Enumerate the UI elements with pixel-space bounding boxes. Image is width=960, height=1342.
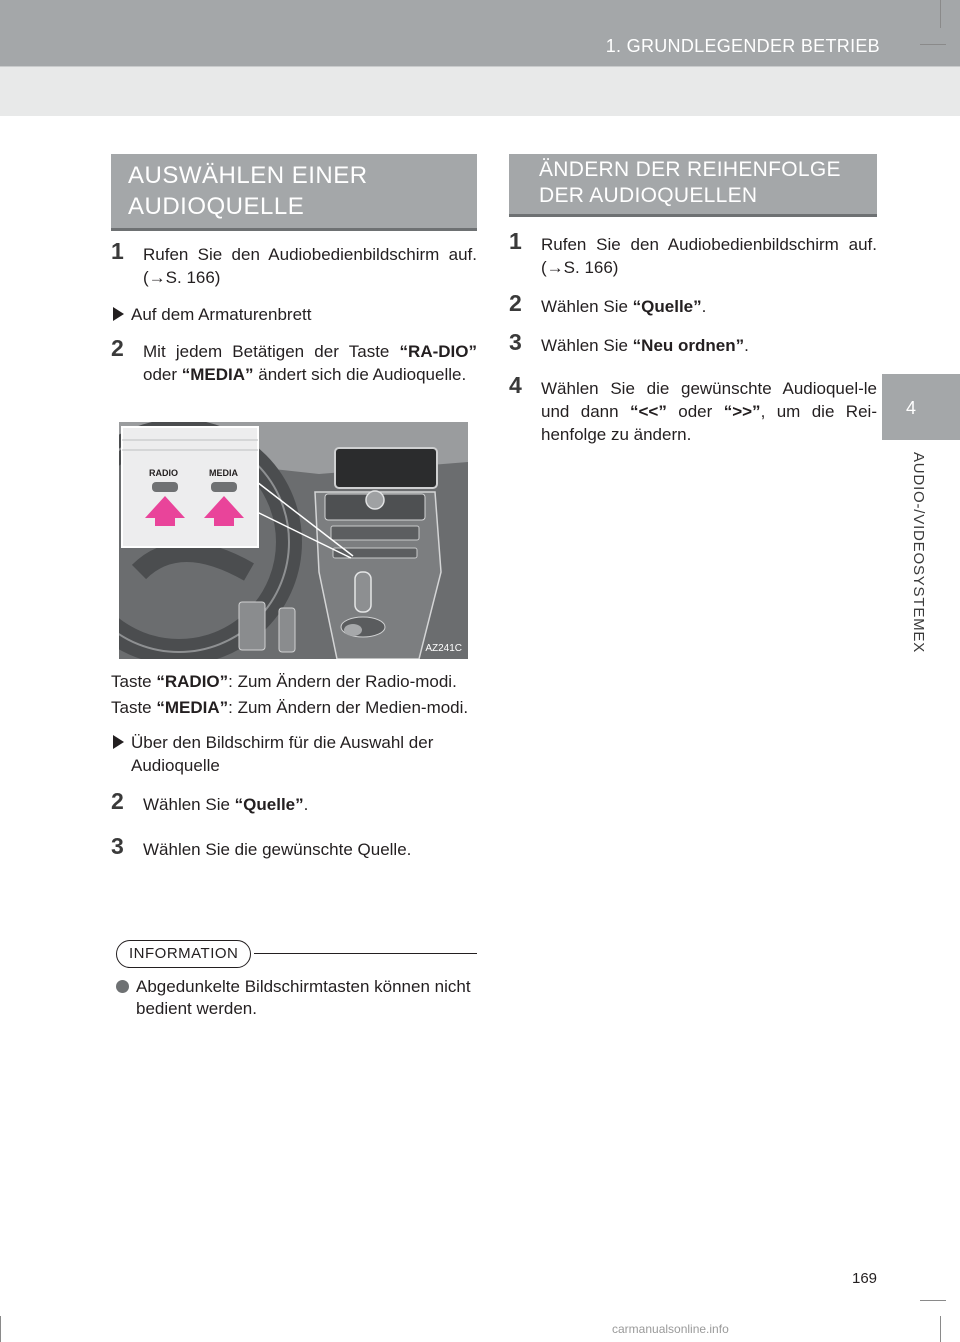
heading-line: DER AUDIOQUELLEN — [539, 184, 758, 207]
sub-heading-screen — [111, 731, 477, 777]
step-4 — [509, 372, 877, 446]
step-number: 1 — [111, 238, 124, 264]
text-run: Wählen Sie die gewünschte Audioquel-le und dann — [541, 379, 877, 421]
text-run: Taste — [111, 698, 157, 717]
information-item — [116, 976, 476, 1020]
key-label: “>>” — [723, 402, 761, 421]
step-text — [143, 340, 477, 386]
key-label: “Neu ordnen” — [632, 336, 745, 355]
crop-mark — [920, 1300, 946, 1301]
sub-heading-text: Auf dem Armaturenbrett — [131, 305, 312, 324]
chapter-side-label: AUDIO-/VIDEOSYSTEMEX — [910, 452, 927, 654]
label-radio: RADIO — [149, 468, 178, 478]
right-column — [509, 228, 877, 446]
bullet-dot-icon — [116, 980, 129, 993]
key-label: “RA-DIO” — [399, 342, 477, 361]
left-column-top — [111, 238, 477, 386]
step-2-screen — [111, 788, 477, 816]
dashboard-illustration — [119, 422, 468, 659]
step-text: Wählen Sie die gewünschte Quelle. — [143, 840, 412, 859]
crop-mark — [920, 44, 946, 45]
step-3 — [509, 329, 877, 357]
step-number: 2 — [111, 788, 124, 814]
step-number: 1 — [509, 228, 522, 254]
label-media: MEDIA — [209, 468, 238, 478]
text-run: , um die Rei-henfolge zu ändern. — [541, 402, 877, 444]
sub-heading-text: Über den Bildschirm für die Auswahl der Audioquelle — [131, 733, 434, 775]
information-rule — [254, 953, 477, 954]
chapter-number: 4 — [905, 398, 916, 418]
key-label: “Quelle” — [632, 297, 702, 316]
step-number: 3 — [111, 833, 124, 859]
section-heading-reorder-sources — [509, 154, 877, 214]
left-column-bottom — [111, 670, 477, 861]
text-run: Mit jedem Betätigen der Taste — [143, 342, 400, 361]
key-label: “MEDIA” — [181, 365, 254, 384]
text-run: Wählen Sie — [143, 795, 235, 814]
text-run: : Zum Ändern der Medien-modi. — [228, 698, 469, 717]
crop-mark — [0, 1316, 1, 1342]
step-number: 3 — [509, 329, 522, 355]
text-run: oder — [666, 402, 724, 421]
step-2 — [509, 290, 877, 318]
information-text: Abgedunkelte Bildschirmtasten können nicht bedient werden. — [136, 977, 471, 1018]
step-text — [541, 334, 877, 357]
step-text — [541, 377, 877, 446]
step-number: 2 — [111, 335, 124, 361]
key-label: “MEDIA” — [156, 698, 229, 717]
text-run: Taste — [111, 672, 157, 691]
step-number: 2 — [509, 290, 522, 316]
dashboard-drawing — [119, 422, 468, 659]
chapter-title: 1. GRUNDLEGENDER BETRIEB — [605, 36, 880, 56]
step-3-screen — [111, 833, 477, 861]
heading-line: AUSWÄHLEN EINER — [128, 162, 368, 189]
heading-underline — [509, 214, 877, 217]
triangle-bullet-icon — [113, 735, 124, 749]
section-heading-select-source — [111, 154, 477, 228]
heading-line: ÄNDERN DER REIHENFOLGE — [539, 158, 841, 181]
text-run: ändert sich die Audioquelle. — [253, 365, 467, 384]
text-run: oder — [143, 365, 182, 384]
crop-mark — [940, 1316, 941, 1342]
step-1 — [509, 228, 877, 279]
step-2 — [111, 335, 477, 386]
step-1 — [111, 238, 477, 289]
media-description — [111, 696, 477, 719]
key-label: “Quelle” — [234, 795, 304, 814]
watermark: carmanualsonline.info — [612, 1322, 729, 1336]
page-number: 169 — [852, 1270, 878, 1287]
text-run: . — [303, 795, 309, 814]
figure-code: AZ241C — [425, 643, 462, 654]
step-text: Rufen Sie den Audiobedienbildschirm auf. (→S. 166) — [541, 235, 877, 277]
chapter-tab — [882, 374, 960, 440]
triangle-bullet-icon — [113, 307, 124, 321]
crop-mark — [940, 0, 941, 28]
heading-underline — [111, 228, 477, 231]
text-run: Wählen Sie — [541, 336, 633, 355]
step-text — [541, 295, 877, 318]
key-label: “<<” — [630, 402, 667, 421]
text-run: . — [701, 297, 707, 316]
information-label: INFORMATION — [116, 940, 251, 968]
step-text: Rufen Sie den Audiobedienbildschirm auf. (→S. 166) — [143, 245, 477, 287]
text-run: . — [744, 336, 749, 355]
heading-line: AUDIOQUELLE — [128, 193, 305, 220]
text-run: : Zum Ändern der Radio-modi. — [228, 672, 457, 691]
step-text — [143, 793, 477, 816]
key-label: “RADIO” — [156, 672, 229, 691]
sub-heading-dashboard — [111, 303, 477, 326]
radio-description — [111, 670, 477, 693]
step-number: 4 — [509, 372, 522, 398]
text-run: Wählen Sie — [541, 297, 633, 316]
header-divider — [0, 66, 960, 67]
